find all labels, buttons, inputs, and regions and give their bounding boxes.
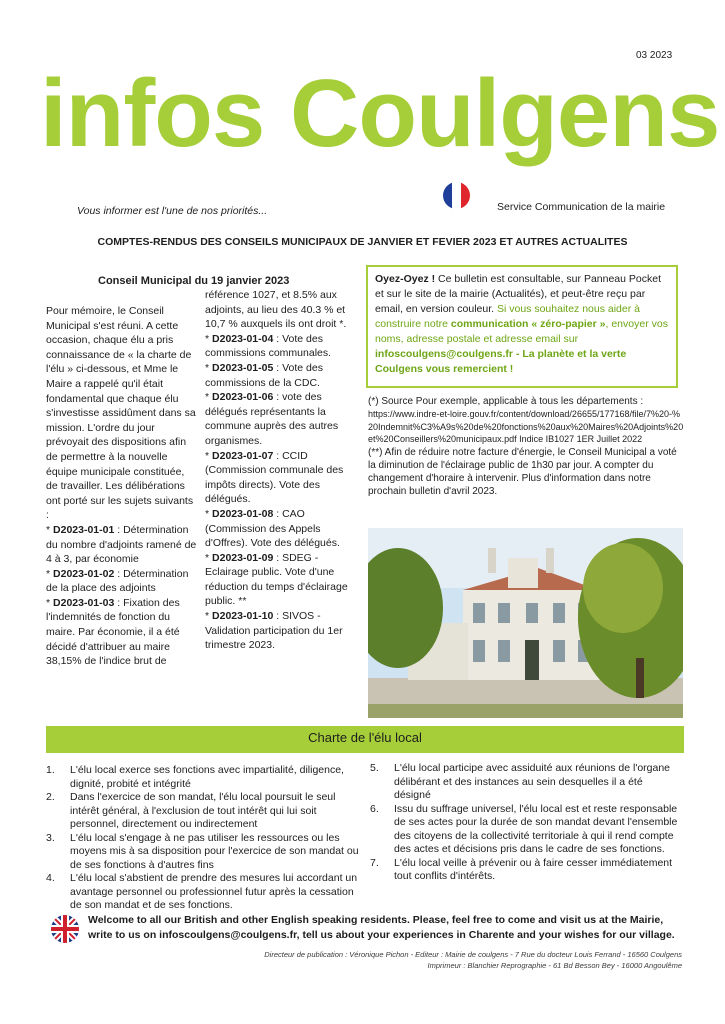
deliberation-item: * D2023-01-04 : Vote des commissions communales. — [205, 332, 332, 360]
publication-credits: Directeur de publication : Véronique Pichon - Editeur : Mairie de coulgens - 7 Rue du docteur Louis Ferrand - 16560 Coulgens Imprimeur : Blanchier Reprographie - 61 Bd Besson Bey - 16000 Angoulême — [264, 950, 682, 970]
source-url[interactable]: https://www.indre-et-loire.gouv.fr/content/download/26655/177168/file/7%20-%20Indemnit%C3%A9s%20de%20fonctions%20aux%20Maires%20Adjoints%20et%20Conseillers%20municipaux.pdf Indice IB1027 1ER Juillet 2022 — [368, 409, 684, 444]
council-intro: Pour mémoire, le Conseil Municipal s'est réuni. A cette occasion, chaque élu a pris connaissance de « la charte de l'élu » ci-dessous, et Mme le Maire a rappelé qu'il était fondamental que chaque élu s'investisse assidûment dans sa mission. L'ordre du jour prévoyait des dispositions afin de permettre à la nouvelle équipe municipale constituée, de travailler. Les délibérations ont porté sur les sujets suivants : — [46, 305, 196, 522]
list-item: 7. L'élu local veille à prévenir ou à faire cesser immédiatement tout conflits d'intérêts. — [370, 856, 673, 882]
list-item: 6. Issu du suffrage universel, l'élu local est et reste responsable de ses actes pour la durée de son mandat devant l'ensemble des citoyens de la collectivité territoriale à qui il rend compte des actes et décisions pris dans le cadre de ses fonctions. — [370, 802, 678, 855]
deliberation-item: * D2023-01-01 : Détermination du nombre d'adjoints ramené de 4 à 3, par économie — [46, 523, 197, 566]
email-link[interactable]: infoscoulgens@coulgens.fr — [375, 348, 514, 360]
page-headline: COMPTES-RENDUS DES CONSEILS MUNICIPAUX DE JANVIER ET FEVIER 2023 ET AUTRES ACTUALITES — [97, 236, 628, 248]
footnote-2: (**) Afin de réduire notre facture d'énergie, le Conseil Municipal a voté la diminution de l'éclairage public de 1h30 par jour. A compter du changement d'horaire à intervenir. Plus d'information dans notre prochain bulletin d'avril 2023. — [368, 446, 677, 497]
masthead-title: infos Coulgens — [40, 60, 720, 167]
charte-list-right — [370, 762, 682, 884]
list-item: 4. L'élu local s'abstient de prendre des mesures lui accordant un avantage personnel ou professionnel futur après la cessation de son mandat et de ses fonctions. — [46, 872, 358, 911]
deliberation-continued: référence 1027, et 8.5% aux adjoints, au lieu des 40.3 % et 10,7 % auxquels ils ont droit *. — [205, 289, 347, 331]
email-link[interactable]: infoscoulgens@coulgens.fr — [159, 929, 297, 941]
service-label: Service Communication de la mairie — [497, 201, 666, 213]
deliberation-item: * D2023-01-05 : Vote des commissions de la CDC. — [205, 361, 323, 389]
issue-number: 03 2023 — [636, 50, 673, 61]
council-title: Conseil Municipal du 19 janvier 2023 — [98, 275, 290, 287]
charte-list-left — [46, 764, 364, 913]
deliberation-item: * D2023-01-09 : SDEG - Eclairage public. Vote d'une réduction du temps d'éclairage public. ** — [205, 551, 348, 608]
welcome-message: Welcome to all our British and other English speaking residents. Please, feel free to come and visit us at the Mairie, write to us on infoscoulgens@coulgens.fr, tell us about your experiences in Charente and your wishes for our village. — [88, 914, 675, 941]
list-item: 3. L'élu local s'engage à ne pas utiliser les ressources ou les moyens mis à sa disposition pour l'exercice de son mandat ou de ses fonctions à d'autres fins — [46, 831, 359, 871]
british-flag-icon — [51, 915, 79, 943]
french-flag-icon — [443, 182, 470, 209]
deliberation-item: * D2023-01-07 : CCID (Commission communale des impôts directs). Vote des délégués. — [205, 449, 344, 506]
list-item: 1. L'élu local exerce ses fonctions avec impartialité, diligence, dignité, probité et intégrité — [46, 764, 344, 790]
footnote-1: (*) Source Pour exemple, applicable à tous les départements : — [368, 396, 644, 407]
council-column-1 — [46, 304, 198, 669]
oyez-box: Oyez-Oyez ! Ce bulletin est consultable, sur Panneau Pocket et sur le site de la mairie (Actualités), et peut-être reçu par email, en version couleur. Si vous souhaitez nous aider à construire notre communication « zéro-papier », envoyer vos noms, adresse postale et adresse email sur infoscoulgens@coulgens.fr - La planète et la verte Coulgens vous remercient ! — [366, 265, 678, 388]
deliberation-item: * D2023-01-08 : CAO (Commission des Appels d'Offres). Vote des délégués. — [205, 507, 340, 550]
charte-title: Charte de l'élu local — [308, 730, 422, 745]
oyez-lead: Oyez-Oyez ! — [375, 273, 436, 285]
deliberation-item: * D2023-01-03 : Fixation des l'indemnités de fonction du maire. Par économie, il a été décidé d'attribuer au maire 38,15% de l'indice brut de — [46, 596, 180, 668]
footnotes — [368, 395, 684, 498]
council-column-2 — [205, 288, 357, 653]
deliberation-item: * D2023-01-02 : Détermination de la place des adjoints — [46, 567, 189, 595]
list-item: 5. L'élu local participe avec assiduité aux réunions de l'organe délibérant et des instances au sein desquelles il a été désigné — [370, 762, 671, 801]
list-item: 2. Dans l'exercice de son mandat, l'élu local poursuit le seul intérêt général, à l'exclusion de tout intérêt qui lui soit personnel, directement ou indirectement — [46, 791, 336, 830]
deliberation-item: * D2023-01-06 : vote des délégués représentants la commune auprès des autres organismes. — [205, 391, 339, 447]
town-hall-photo — [368, 528, 683, 718]
deliberation-item: * D2023-01-10 : SIVOS - Validation participation du 1er trimestre 2023. — [205, 610, 343, 652]
tagline: Vous informer est l'une de nos priorités... — [77, 205, 268, 217]
